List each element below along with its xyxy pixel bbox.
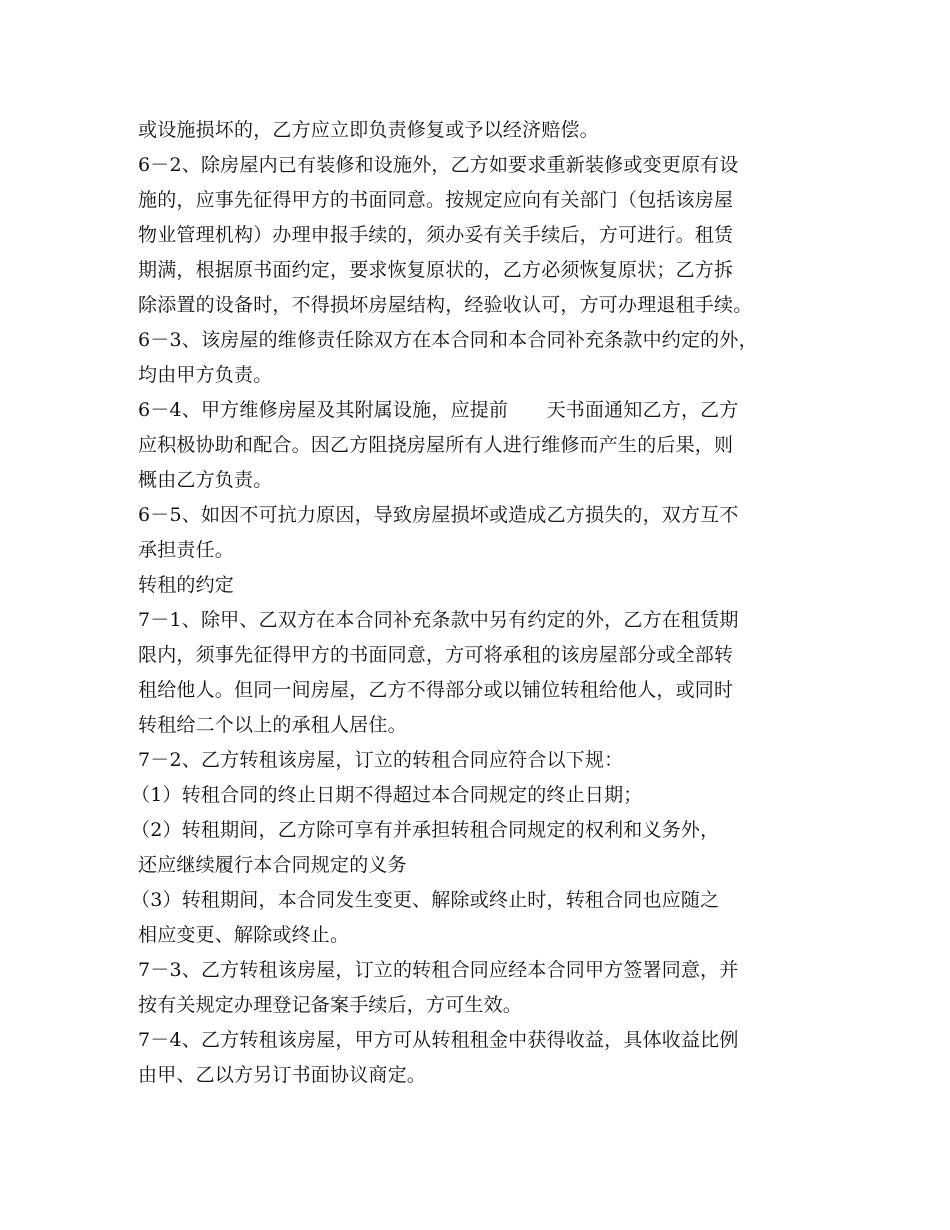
text-line: 物业管理机构）办理申报手续的，须办妥有关手续后，方可进行。租赁 <box>138 224 734 246</box>
text-line: 限内，须事先征得甲方的书面同意，方可将承租的该房屋部分或全部转 <box>138 644 734 666</box>
text-line: （2）转租期间，乙方除可享有并承担转租合同规定的权利和义务外， <box>131 819 720 841</box>
text-line: 概由乙方负责。 <box>138 469 273 491</box>
text-line: 7－3、乙方转租该房屋，订立的转租合同应经本合同甲方签署同意，并 <box>138 959 739 981</box>
text-line: 租给他人。但同一间房屋，乙方不得部分或以铺位转租给他人，或同时 <box>138 679 734 701</box>
text-line: 均由甲方负责。 <box>138 364 273 386</box>
text-line: 承担责任。 <box>138 539 235 561</box>
text-line: （3）转租期间，本合同发生变更、解除或终止时，转租合同也应随之 <box>131 889 720 911</box>
text-line: 相应变更、解除或终止。 <box>138 924 350 946</box>
text-line: 施的，应事先征得甲方的书面同意。按规定应向有关部门（包括该房屋 <box>138 189 734 211</box>
text-line: 还应继续履行本合同规定的义务 <box>138 854 407 876</box>
text-line: 应积极协助和配合。因乙方阻挠房屋所有人进行维修而产生的后果，则 <box>138 434 734 456</box>
text-line: 6－4、甲方维修房屋及其附属设施，应提前 天书面通知乙方，乙方 <box>138 399 739 421</box>
text-line: 6－5、如因不可抗力原因，导致房屋损坏或造成乙方损失的，双方互不 <box>138 504 739 526</box>
text-line: 6－2、除房屋内已有装修和设施外，乙方如要求重新装修或变更原有设 <box>138 154 739 176</box>
text-line: 由甲、乙以方另订书面协议商定。 <box>138 1064 427 1086</box>
text-line: 转租给二个以上的承租人居住。 <box>138 714 407 736</box>
text-line: 7－1、除甲、乙双方在本合同补充条款中另有约定的外，乙方在租赁期 <box>138 609 739 631</box>
text-line: 按有关规定办理登记备案手续后，方可生效。 <box>138 994 523 1016</box>
document-body <box>131 113 838 1093</box>
text-line: 6－3、该房屋的维修责任除双方在本合同和本合同补充条款中约定的外， <box>138 329 758 351</box>
text-line: 除添置的设备时，不得损坏房屋结构，经验收认可，方可办理退租手续。 <box>138 294 753 316</box>
text-line: （1）转租合同的终止日期不得超过本合同规定的终止日期； <box>131 784 643 806</box>
section-heading: 转租的约定 <box>138 574 235 596</box>
text-line: 7－2、乙方转租该房屋，订立的转租合同应符合以下规： <box>138 749 624 771</box>
text-line: 7－4、乙方转租该房屋，甲方可从转租租金中获得收益，具体收益比例 <box>138 1029 739 1051</box>
text-line: 期满，根据原书面约定，要求恢复原状的，乙方必须恢复原状；乙方拆 <box>138 259 734 281</box>
text-line: 或设施损坏的，乙方应立即负责修复或予以经济赔偿。 <box>138 119 599 141</box>
